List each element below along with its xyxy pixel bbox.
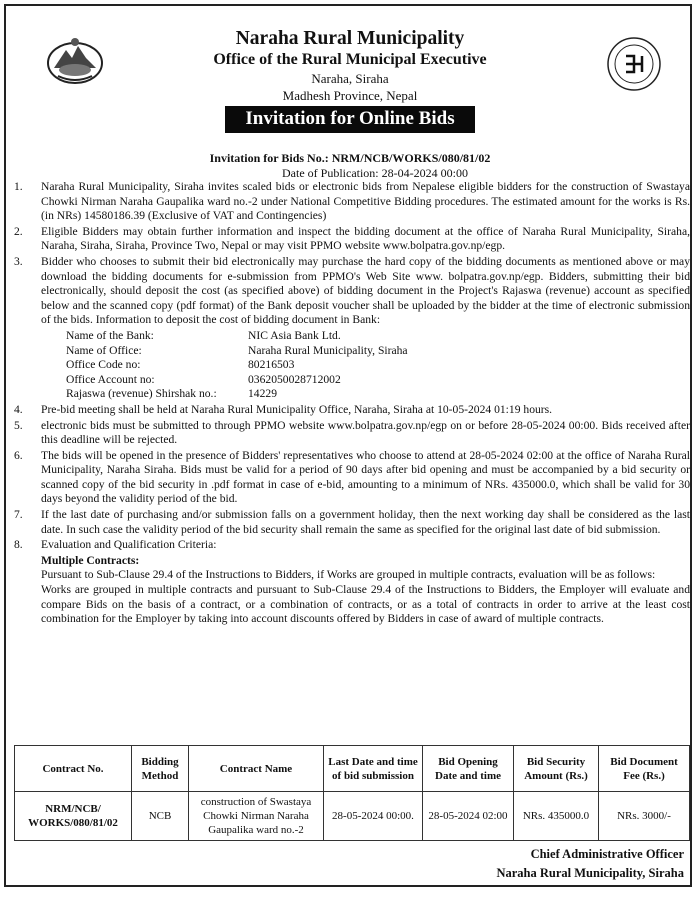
clause: 6. The bids will be opened in the presence of Bidders' representatives who choose to attend at 28-05-2024 02:00 at the office of Naraha Rural Municipality, Naraha Siraha. Bids must be valid for a period of 90 days after bid opening and must be accompanied by a bid security or scanned copy of the bid security in .pdf format in case of e-bid, amounting to a minimum of NRs. 435000.0, which shall be valid for 30 days beyond the validity period of the bid. bbox=[14, 448, 690, 506]
municipality-name: Naraha Rural Municipality bbox=[235, 28, 465, 49]
clause: 3. Bidder who chooses to submit their bid electronically may purchase the hard copy of the bidding documents as mentioned above or may download the bidding documents for e-submission from PPMO's Web Site www. bolpatra.gov.np/egp. Bidders, submitting their bid electronically, should deposit the cost (as specified above) of bidding document in the Project's Rajaswa (revenue) account as specified below and the scanned copy (pdf format) of the Bank deposit voucher shall be uploaded by the bidder at the time of electronic submission of the bids. Information to deposit the cost of bidding document in Bank: bbox=[14, 254, 690, 327]
bank-detail-row: Rajaswa (revenue) Shirshak no.: 14229 bbox=[66, 387, 277, 401]
clause: 1. Naraha Rural Municipality, Siraha invites scaled bids or electronic bids from Nepalese eligible bidders for the construction of Swastaya Chowki Nirman Naraha Gaupalika ward no.-2 under National Competitive Bidding procedures. The estimated amount for the works is Rs. (in NRs) 14580186.39 (Exclusive of VAT and Contingencies) bbox=[14, 180, 690, 223]
office-name: Office of the Rural Municipal Executive bbox=[213, 51, 487, 68]
table-row: NRM/NCB/ WORKS/080/81/02 NCB construction of Swastaya Chowki Nirman Naraha Gaupalika ward no.-2 28-05-2024 00:00. 28-05-2024 02:00 NRs. 435000.0 NRs. 3000/- bbox=[15, 792, 690, 841]
address-line-1: Naraha, Siraha bbox=[311, 71, 389, 86]
bank-detail-row: Office Account no: 0362050028712002 bbox=[66, 372, 341, 386]
clause: 7. If the last date of purchasing and/or submission falls on a government holiday, then the next working day shall be considered as the last date. In such case the validity period of the bid security shall remain the same as specified for the original last date of bid submission. bbox=[14, 508, 690, 536]
clause: 8. Evaluation and Qualification Criteria: bbox=[14, 538, 217, 552]
table-header-row: Contract No. Bidding Method Contract Name Last Date and time of bid submission Bid Opening Date and time Bid Security Amount (Rs.) Bid Document Fee (Rs.) bbox=[15, 746, 690, 792]
criteria-paragraph: Pursuant to Sub-Clause 29.4 of the Instructions to Bidders, if Works are grouped in multiple contracts, evaluation will be as follows: bbox=[41, 568, 656, 582]
criteria-paragraph: Works are grouped in multiple contracts and pursuant to Sub-Clause 29.4 of the Instructions to Bidders, the Employer will evaluate and compare Bids on the basis of a contract, or a combination of contracts, or as a total of contracts in order to arrive at the least cost combination for the Employer by taking into account discounts offered by Bidders in case of award of multiple contracts. bbox=[41, 583, 690, 626]
signatory-organization: Naraha Rural Municipality, Siraha bbox=[496, 866, 684, 880]
bank-detail-row: Name of Office: Naraha Rural Municipality, Siraha bbox=[66, 343, 408, 357]
address-line-2: Madhesh Province, Nepal bbox=[282, 88, 418, 103]
bank-detail-row: Name of the Bank: NIC Asia Bank Ltd. bbox=[66, 328, 341, 342]
criteria-subtitle: Multiple Contracts: bbox=[41, 553, 140, 567]
bank-detail-row: Office Code no: 80216503 bbox=[66, 358, 295, 372]
letterhead bbox=[0, 28, 700, 133]
publication-date: Date of Publication: 28-04-2024 00:00 bbox=[282, 166, 468, 180]
contracts-table bbox=[14, 745, 690, 841]
signatory-title: Chief Administrative Officer bbox=[530, 847, 684, 861]
bid-number: Invitation for Bids No.: NRM/NCB/WORKS/080/81/02 bbox=[209, 151, 491, 165]
clause: 4. Pre-bid meeting shall be held at Naraha Rural Municipality Office, Naraha, Siraha at 10-05-2024 01:19 hours. bbox=[14, 402, 553, 416]
document-title: Invitation for Online Bids bbox=[225, 106, 474, 133]
clause: 5. electronic bids must be submitted to through PPMO website www.bolpatra.gov.np/egp on or before 28-05-2024 00:00. Bids received after this deadline will be rejected. bbox=[14, 418, 690, 447]
notice-body bbox=[14, 180, 690, 627]
clause: 2. Eligible Bidders may obtain further information and inspect the bidding document at the office of Naraha Rural Municipality, Siraha, Naraha, Siraha, Siraha, Province Two, Nepal or may visit PPMO website www.bolpatra.gov.np/egp. bbox=[14, 224, 690, 253]
criteria-block bbox=[14, 554, 690, 627]
